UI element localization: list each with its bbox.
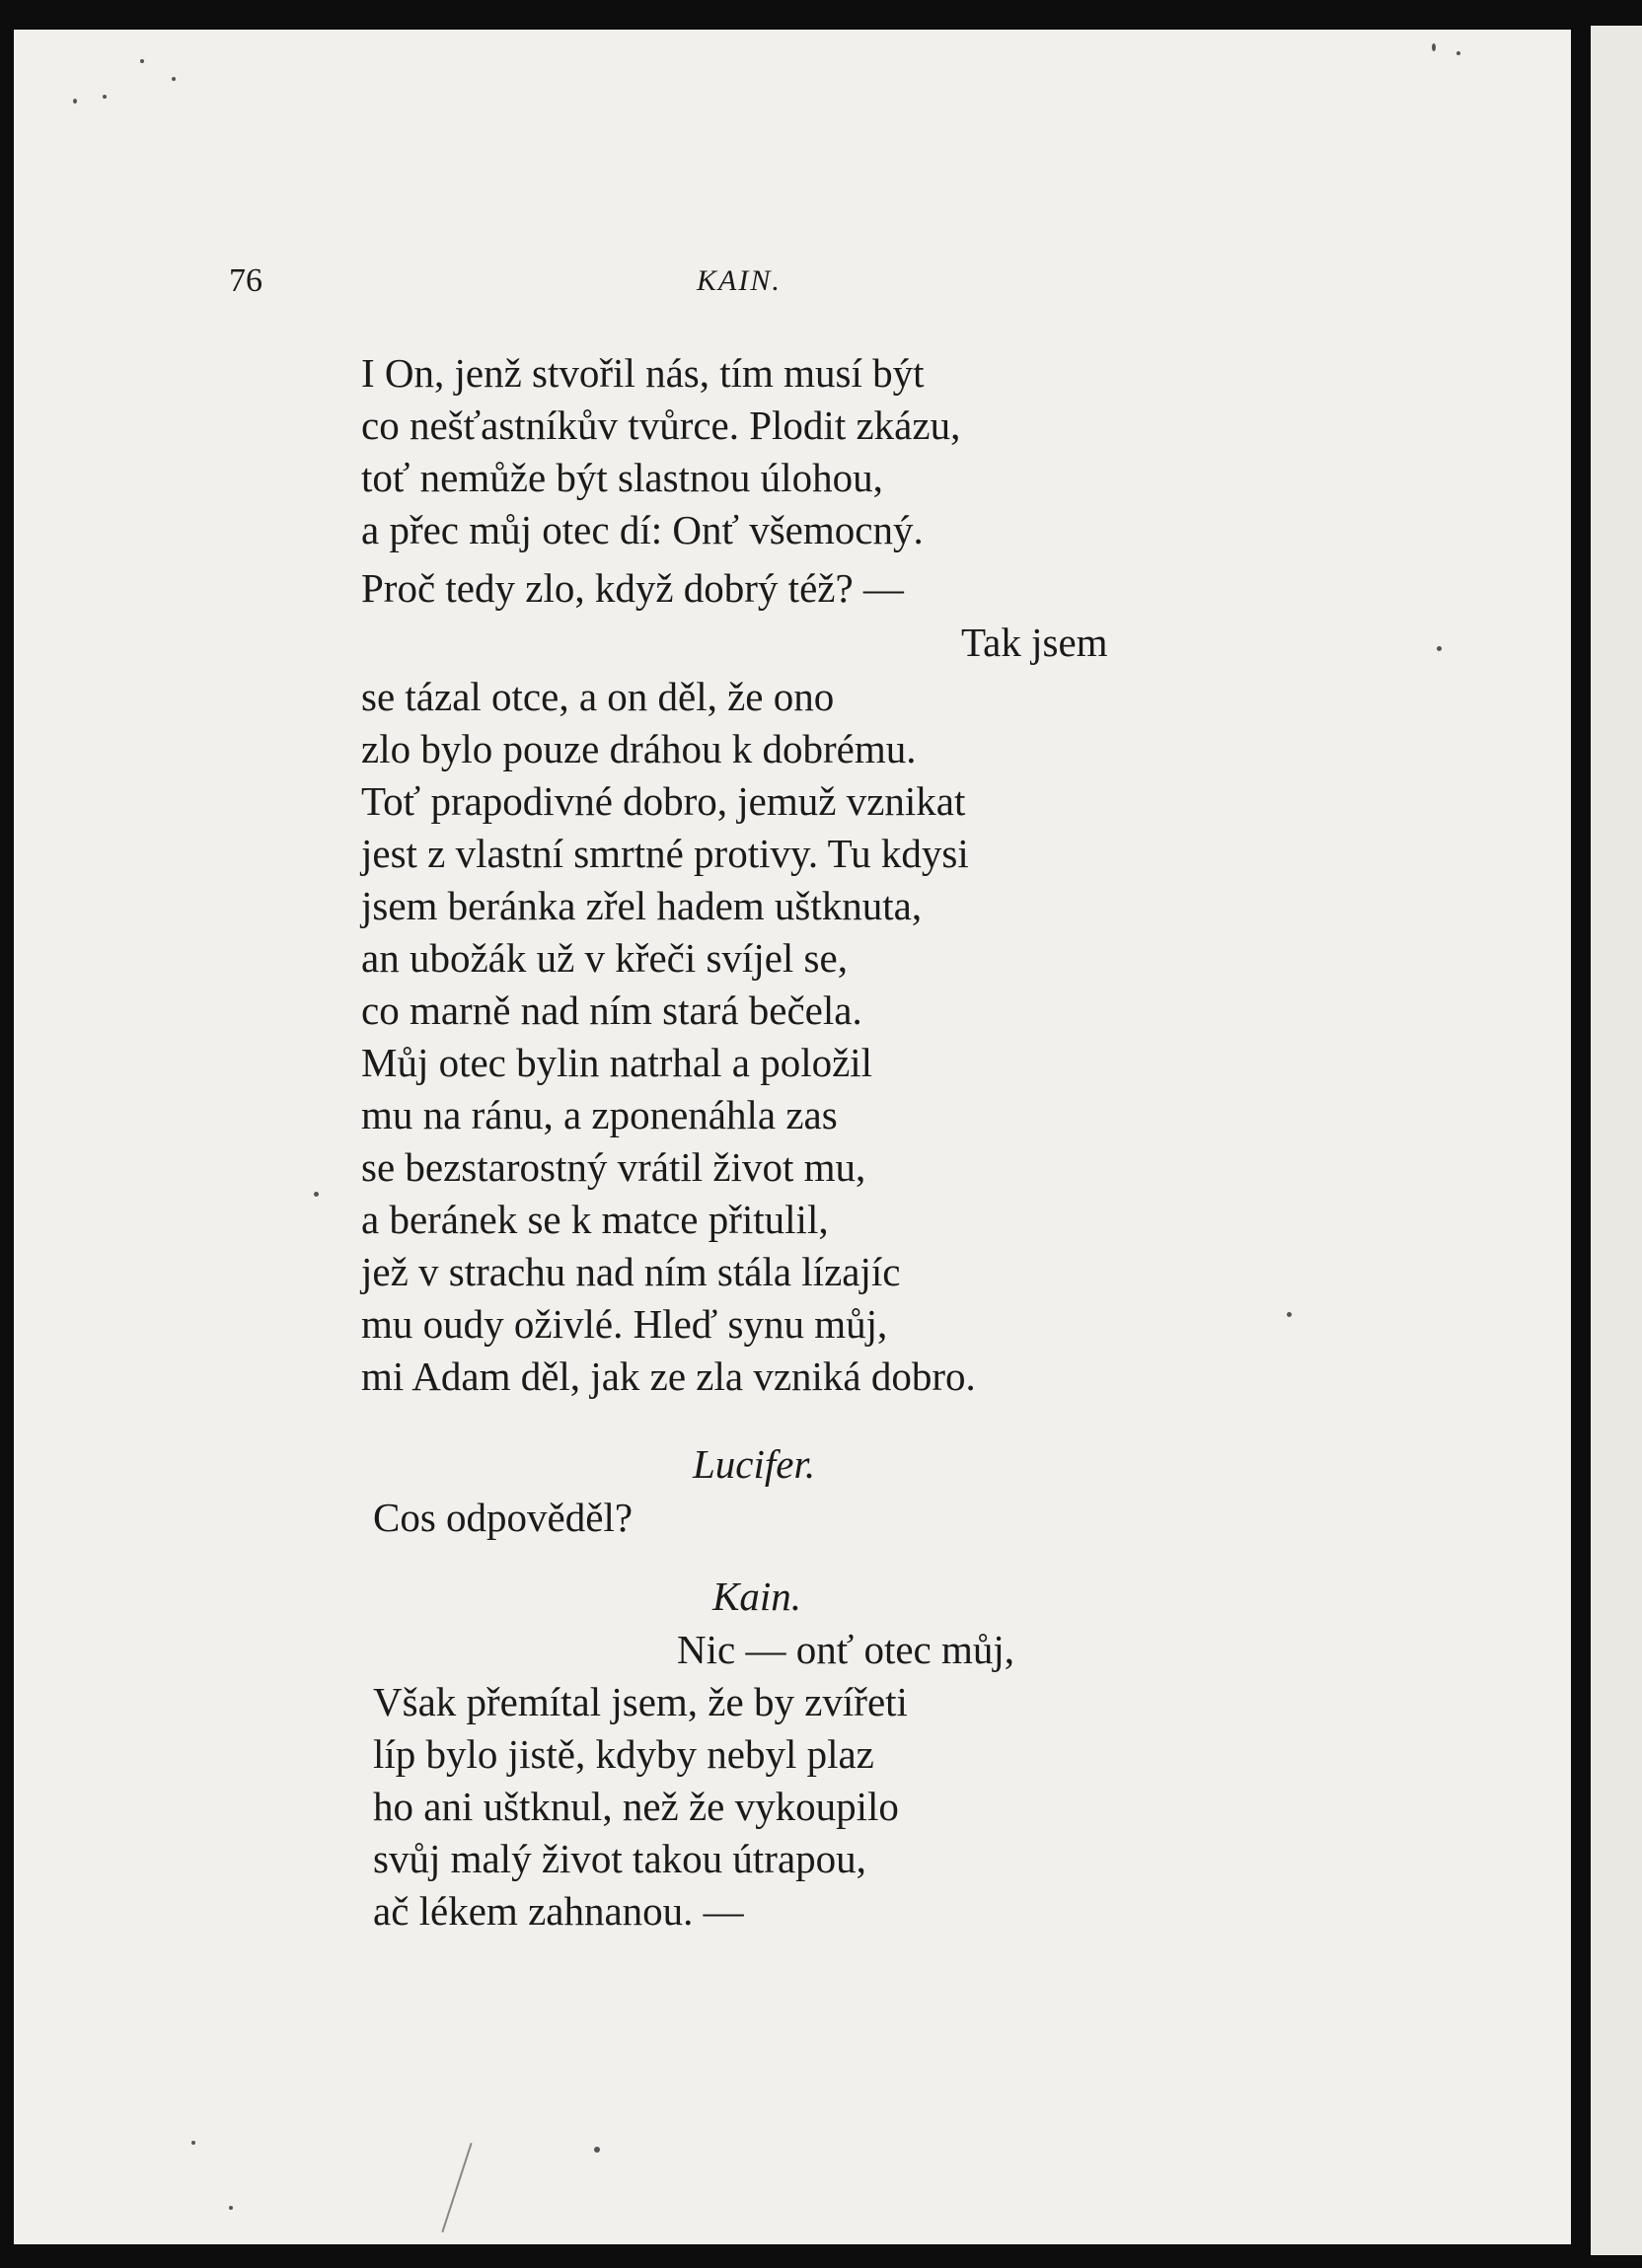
- verse-line: ač lékem zahnanou. —: [373, 1888, 744, 1934]
- verse-line: mu na ránu, a zponenáhla zas: [361, 1092, 838, 1137]
- verse-line: co marně nad ním stará bečela.: [361, 988, 862, 1033]
- book-page: [14, 30, 1571, 2244]
- scan-speck: [314, 1192, 319, 1197]
- scan-speck: [73, 99, 77, 104]
- verse-line: co nešťastníkův tvůrce. Plodit zkázu,: [361, 402, 961, 448]
- verse-line: a beránek se k matce přitulil,: [361, 1197, 829, 1242]
- scan-speck: [1432, 43, 1436, 51]
- scan-scratch: [441, 2143, 472, 2232]
- verse-line: mu oudy oživlé. Hleď synu můj,: [361, 1301, 888, 1347]
- scan-speck: [594, 2147, 600, 2153]
- verse-line: Proč tedy zlo, když dobrý též? —: [361, 565, 904, 611]
- scan-speck: [229, 2206, 233, 2210]
- book-gutter: [1571, 0, 1591, 2268]
- scan-speck: [103, 95, 107, 99]
- verse-line: mi Adam děl, jak ze zla vzniká dobro.: [361, 1353, 976, 1399]
- scan-speck: [172, 77, 176, 81]
- verse-line: se bezstarostný vrátil život mu,: [361, 1144, 866, 1190]
- verse-line: a přec můj otec dí: Onť všemocný.: [361, 507, 924, 552]
- verse-line: se tázal otce, a on děl, že ono: [361, 674, 835, 719]
- verse-line: svůj malý život takou útrapou,: [373, 1836, 866, 1881]
- verse-line: zlo bylo pouze dráhou k dobrému.: [361, 726, 917, 771]
- speaker-name: Lucifer.: [693, 1441, 816, 1487]
- verse-line: ho ani uštknul, než že vykoupilo: [373, 1784, 899, 1829]
- verse-line: jež v strachu nad ním stála lízajíc: [361, 1249, 901, 1294]
- speaker-name: Kain.: [712, 1573, 801, 1619]
- running-title: KAIN.: [697, 264, 782, 297]
- verse-line: jest z vlastní smrtné protivy. Tu kdysi: [361, 831, 969, 876]
- verse-line: Cos odpověděl?: [373, 1495, 634, 1540]
- verse-half-line: Nic — onť otec můj,: [677, 1627, 1015, 1672]
- next-page-edge: [1591, 26, 1642, 2255]
- verse-line: Můj otec bylin natrhal a položil: [361, 1040, 873, 1085]
- scan-speck: [1456, 51, 1460, 55]
- verse-line: Toť prapodivné dobro, jemuž vznikat: [361, 778, 966, 824]
- verse-line: Však přemítal jsem, že by zvířeti: [373, 1679, 908, 1724]
- verse-line: jsem beránka zřel hadem uštknuta,: [361, 883, 923, 928]
- verse-line: líp bylo jistě, kdyby nebyl plaz: [373, 1731, 874, 1777]
- verse-line: toť nemůže být slastnou úlohou,: [361, 455, 883, 500]
- verse-half-line: Tak jsem: [961, 620, 1108, 665]
- scan-speck: [140, 59, 144, 63]
- verse-line: I On, jenž stvořil nás, tím musí být: [361, 350, 925, 396]
- verse-line: an ubožák už v křeči svíjel se,: [361, 935, 848, 981]
- page-number: 76: [229, 262, 262, 299]
- scan-speck: [1287, 1312, 1292, 1317]
- scan-speck: [1437, 646, 1442, 651]
- scan-speck: [191, 2141, 195, 2145]
